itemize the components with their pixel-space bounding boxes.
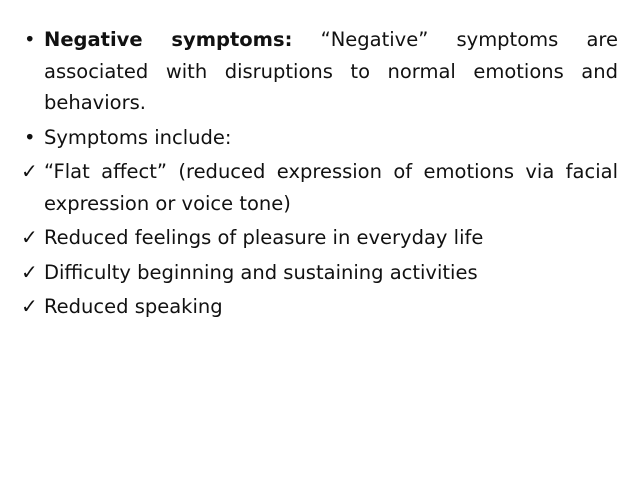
bullet-text: “Negative” symptoms are associated with disruptions to normal emotions and behaviors. [44, 28, 619, 114]
checkmark-icon: ✓ [21, 259, 38, 284]
bullet-symptoms-include [22, 122, 618, 154]
checkmark-icon: ✓ [21, 159, 38, 183]
bullet-bold-lead: Negative symptoms: [44, 28, 293, 51]
check-item-text: “Flat affect” (reduced expression of emotions via facial expression or voice tone) [44, 160, 618, 215]
check-item-text: Difficulty beginning and sustaining activities [44, 260, 478, 284]
bullet-marker: • [24, 28, 36, 51]
bullet-negative-symptoms [22, 24, 618, 119]
checkmark-icon: ✓ [21, 294, 38, 318]
check-item-text: Reduced feelings of pleasure in everyday life [44, 226, 484, 249]
check-item-flat-affect [22, 156, 618, 219]
check-item-text: Reduced speaking [44, 295, 223, 318]
slide-content [22, 24, 618, 326]
bullet-marker: • [24, 125, 36, 149]
check-item-reduced-speaking [22, 291, 618, 323]
check-item-difficulty-activities [22, 257, 618, 289]
checkmark-icon: ✓ [21, 225, 38, 249]
bullet-text: Symptoms include: [44, 125, 232, 149]
check-item-reduced-pleasure [22, 222, 618, 254]
